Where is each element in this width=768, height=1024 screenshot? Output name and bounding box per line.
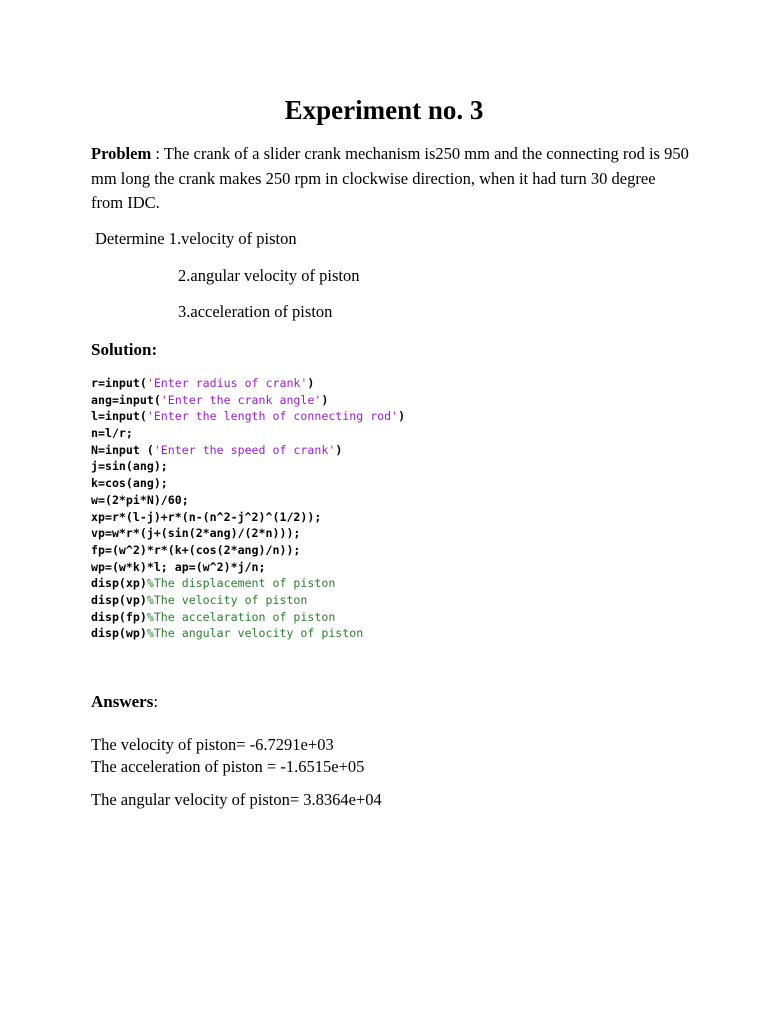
code-comment: %The angular velocity of piston bbox=[146, 626, 364, 641]
code-text: vp=w*r*(j+(sin(2*ang)/(2*n))); bbox=[91, 526, 301, 541]
task-item-3: 3.acceleration of piston bbox=[178, 302, 333, 321]
answer-velocity: The velocity of piston= -6.7291e+03 bbox=[91, 735, 334, 754]
answers-heading-label: Answers bbox=[91, 692, 154, 711]
code-line bbox=[91, 509, 405, 526]
code-comment: %The accelaration of piston bbox=[146, 609, 336, 624]
code-line bbox=[91, 609, 405, 626]
code-text: disp(vp) bbox=[91, 592, 147, 607]
code-line bbox=[91, 625, 405, 642]
code-text: k=cos(ang); bbox=[91, 476, 168, 491]
code-text: wp=(w*k)*l; ap=(w^2)*j/n; bbox=[91, 559, 266, 574]
code-text: j=sin(ang); bbox=[91, 459, 168, 474]
code-text: l=input( bbox=[91, 409, 147, 424]
code-comment: %The velocity of piston bbox=[146, 592, 308, 607]
problem-statement bbox=[91, 142, 691, 216]
code-line bbox=[91, 425, 405, 442]
code-line bbox=[91, 575, 405, 592]
code-comment: %The displacement of piston bbox=[146, 576, 336, 591]
solution-heading: Solution: bbox=[91, 340, 158, 359]
code-line bbox=[91, 442, 405, 459]
problem-label: Problem bbox=[91, 144, 152, 163]
code-text: ang=input( bbox=[91, 392, 161, 407]
code-string: 'Enter radius of crank' bbox=[146, 376, 308, 390]
code-line bbox=[91, 375, 405, 392]
code-text: xp=r*(l-j)+r*(n-(n^2-j^2)^(1/2)); bbox=[91, 509, 322, 524]
answer-angular-velocity: The angular velocity of piston= 3.8364e+04 bbox=[91, 790, 382, 809]
task-item-2: 2.angular velocity of piston bbox=[178, 266, 360, 285]
code-text: w=(2*pi*N)/60; bbox=[91, 492, 189, 507]
code-string: 'Enter the length of connecting rod' bbox=[146, 409, 399, 424]
code-string: 'Enter the speed of crank' bbox=[153, 442, 336, 457]
problem-text: : The crank of a slider crank mechanism is250 mm and the connecting rod is 950 mm long the crank makes 250 rpm in clockwise direction, when it had turn 30 degree from IDC. bbox=[91, 144, 689, 212]
code-line bbox=[91, 525, 405, 542]
code-block bbox=[91, 375, 405, 642]
code-text: n=l/r; bbox=[91, 426, 133, 441]
code-line bbox=[91, 408, 405, 425]
code-text: ) bbox=[398, 409, 406, 424]
code-line bbox=[91, 475, 405, 492]
code-string: 'Enter the crank angle' bbox=[160, 392, 322, 407]
code-line bbox=[91, 592, 405, 609]
task-item-1: Determine 1.velocity of piston bbox=[95, 229, 297, 248]
code-text: N=input ( bbox=[91, 442, 154, 457]
code-line bbox=[91, 458, 405, 475]
page-title: Experiment no. 3 bbox=[284, 95, 484, 125]
answer-acceleration: The acceleration of piston = -1.6515e+05 bbox=[91, 757, 365, 776]
code-text: ) bbox=[321, 392, 329, 407]
code-text: ) bbox=[335, 442, 343, 457]
code-text: r=input( bbox=[91, 376, 147, 390]
code-text: disp(wp) bbox=[91, 626, 147, 641]
code-line bbox=[91, 492, 405, 509]
code-line bbox=[91, 392, 405, 409]
code-text: ) bbox=[307, 376, 315, 390]
code-text: disp(fp) bbox=[91, 609, 147, 624]
answers-heading bbox=[91, 690, 158, 714]
code-text: disp(xp) bbox=[91, 576, 147, 591]
answers-heading-colon: : bbox=[153, 692, 159, 711]
code-line bbox=[91, 559, 405, 576]
code-line bbox=[91, 542, 405, 559]
code-text: fp=(w^2)*r*(k+(cos(2*ang)/n)); bbox=[91, 542, 301, 557]
